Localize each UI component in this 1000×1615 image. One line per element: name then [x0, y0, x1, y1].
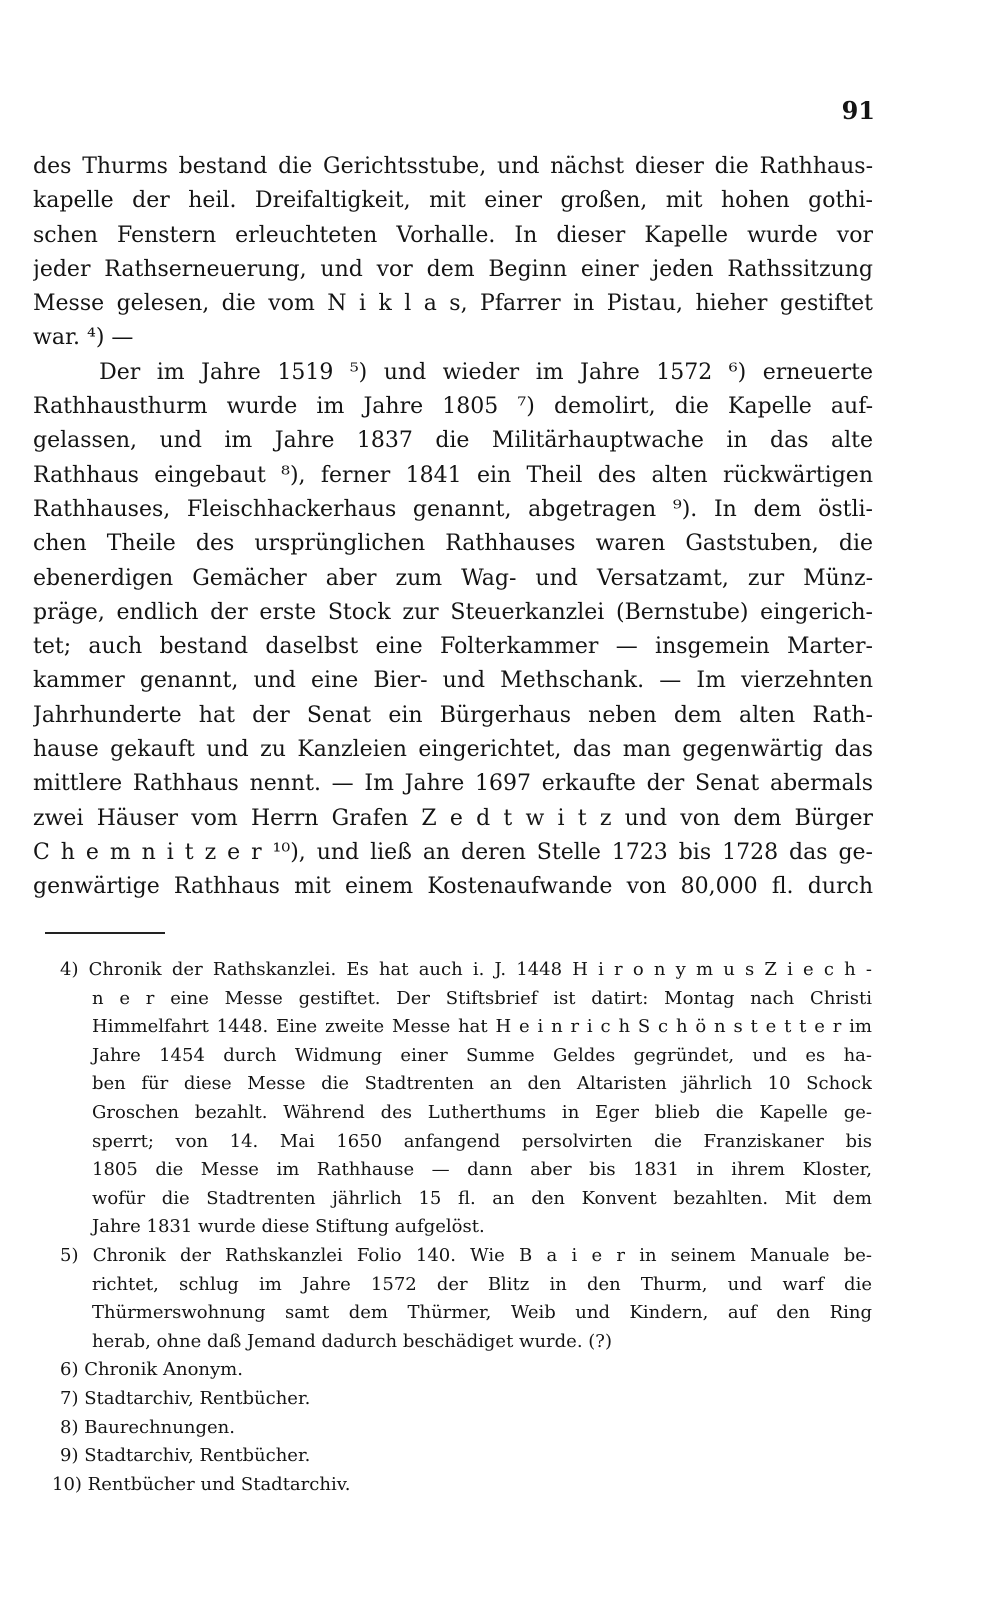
text-line: zwei Häuser vom Herrn Grafen Z e d t w i t z und von dem Bürger	[33, 805, 873, 831]
footnote-line: richtet, schlug im Jahre 1572 der Blitz in den Thurm, und warf die	[92, 1273, 872, 1295]
page-number: 91	[841, 96, 875, 125]
text-line: Rathhaus eingebaut ⁸), ferner 1841 ein Theil des alten rückwärtigen	[33, 462, 873, 488]
text-line: kapelle der heil. Dreifaltigkeit, mit einer großen, mit hohen gothi-	[33, 188, 873, 214]
text-line: C h e m n i t z e r ¹⁰), und ließ an deren Stelle 1723 bis 1728 das ge-	[33, 839, 873, 865]
footnote-line: Thürmerswohnung samt dem Thürmer, Weib und Kindern, auf den Ring	[92, 1302, 872, 1324]
footnote-9	[60, 1442, 872, 1471]
text-line: gelassen, und im Jahre 1837 die Militärhauptwache in das alte	[33, 428, 873, 454]
text-line: kammer genannt, und eine Bier- und Methschank. — Im vierzehnten	[33, 668, 873, 694]
text-line: präge, endlich der erste Stock zur Steuerkanzlei (Bernstube) eingerich-	[33, 599, 873, 625]
footnotes-block	[52, 956, 872, 1499]
footnote-line: sperrt; von 14. Mai 1650 anfangend persolvirten die Franziskaner bis	[92, 1130, 872, 1152]
text-line: mittlere Rathhaus nennt. — Im Jahre 1697 erkaufte der Senat abermals	[33, 771, 873, 797]
footnote-line: 10) Rentbücher und Stadtarchiv.	[52, 1473, 351, 1495]
text-line: hause gekauft und zu Kanzleien eingerichtet, das man gegenwärtig das	[33, 737, 873, 763]
text-line: Messe gelesen, die vom N i k l a s, Pfarrer in Pistau, hieher gestiftet	[33, 291, 873, 317]
footnote-line: 7) Stadtarchiv, Rentbücher.	[60, 1387, 311, 1409]
footnote-line: Jahre 1454 durch Widmung einer Summe Geldes gegründet, und es ha-	[92, 1044, 872, 1066]
text-line: war. ⁴) —	[33, 325, 134, 351]
text-line: des Thurms bestand die Gerichtsstube, und nächst dieser die Rathhaus-	[33, 154, 873, 179]
footnote-10	[52, 1471, 872, 1500]
footnote-line: 9) Stadtarchiv, Rentbücher.	[60, 1445, 311, 1467]
footnote-line: wofür die Stadtrenten jährlich 15 fl. an den Konvent bezahlten. Mit dem	[92, 1187, 872, 1209]
text-line: Rathhausthurm wurde im Jahre 1805 ⁷) demolirt, die Kapelle auf-	[33, 394, 873, 420]
footnote-5	[60, 1242, 872, 1356]
footnote-7	[60, 1385, 872, 1414]
footnote-6	[60, 1356, 872, 1385]
text-line: Rathhauses, Fleischhackerhaus genannt, abgetragen ⁹). In dem östli-	[33, 496, 873, 522]
main-text-block	[33, 150, 873, 905]
text-line: schen Fenstern erleuchteten Vorhalle. In dieser Kapelle wurde vor	[33, 222, 873, 248]
footnote-divider	[45, 932, 165, 934]
footnote-line: n e r eine Messe gestiftet. Der Stiftsbrief ist datirt: Montag nach Christi	[92, 987, 872, 1009]
footnote-line: Himmelfahrt 1448. Eine zweite Messe hat H e i n r i c h S c h ö n s t e t t e r im	[92, 1016, 872, 1038]
footnote-line: 5) Chronik der Rathskanzlei Folio 140. Wie B a i e r in seinem Manuale be-	[60, 1244, 872, 1266]
text-line: genwärtige Rathhaus mit einem Kostenaufwande von 80,000 fl. durch	[33, 874, 873, 900]
footnote-line: 1805 die Messe im Rathhause — dann aber bis 1831 in ihrem Kloster,	[92, 1159, 872, 1181]
footnote-line: Jahre 1831 wurde diese Stiftung aufgelöst.	[92, 1216, 485, 1238]
footnote-line: 6) Chronik Anonym.	[60, 1359, 243, 1381]
text-line: tet; auch bestand daselbst eine Folterkammer — insgemein Marter-	[33, 634, 873, 660]
text-line: ebenerdigen Gemächer aber zum Wag- und Versatzamt, zur Münz-	[33, 565, 873, 591]
text-line: chen Theile des ursprünglichen Rathhauses waren Gaststuben, die	[33, 531, 873, 557]
text-line: Der im Jahre 1519 ⁵) und wieder im Jahre 1572 ⁶) erneuerte	[33, 359, 873, 385]
footnote-8	[60, 1414, 872, 1443]
footnote-line: ben für diese Messe die Stadtrenten an den Altaristen jährlich 10 Schock	[92, 1073, 872, 1095]
footnote-line: 8) Baurechnungen.	[60, 1416, 235, 1438]
footnote-line: 4) Chronik der Rathskanzlei. Es hat auch i. J. 1448 H i r o n y m u s Z i e c h -	[60, 959, 872, 980]
footnote-line: herab, ohne daß Jemand dadurch beschädiget wurde. (?)	[92, 1330, 612, 1352]
footnote-line: Groschen bezahlt. Während des Lutherthums in Eger blieb die Kapelle ge-	[92, 1101, 872, 1123]
text-line: jeder Rathserneuerung, und vor dem Beginn einer jeden Rathssitzung	[33, 256, 873, 282]
text-line: Jahrhunderte hat der Senat ein Bürgerhaus neben dem alten Rath-	[33, 702, 873, 728]
footnote-4	[60, 956, 872, 1242]
